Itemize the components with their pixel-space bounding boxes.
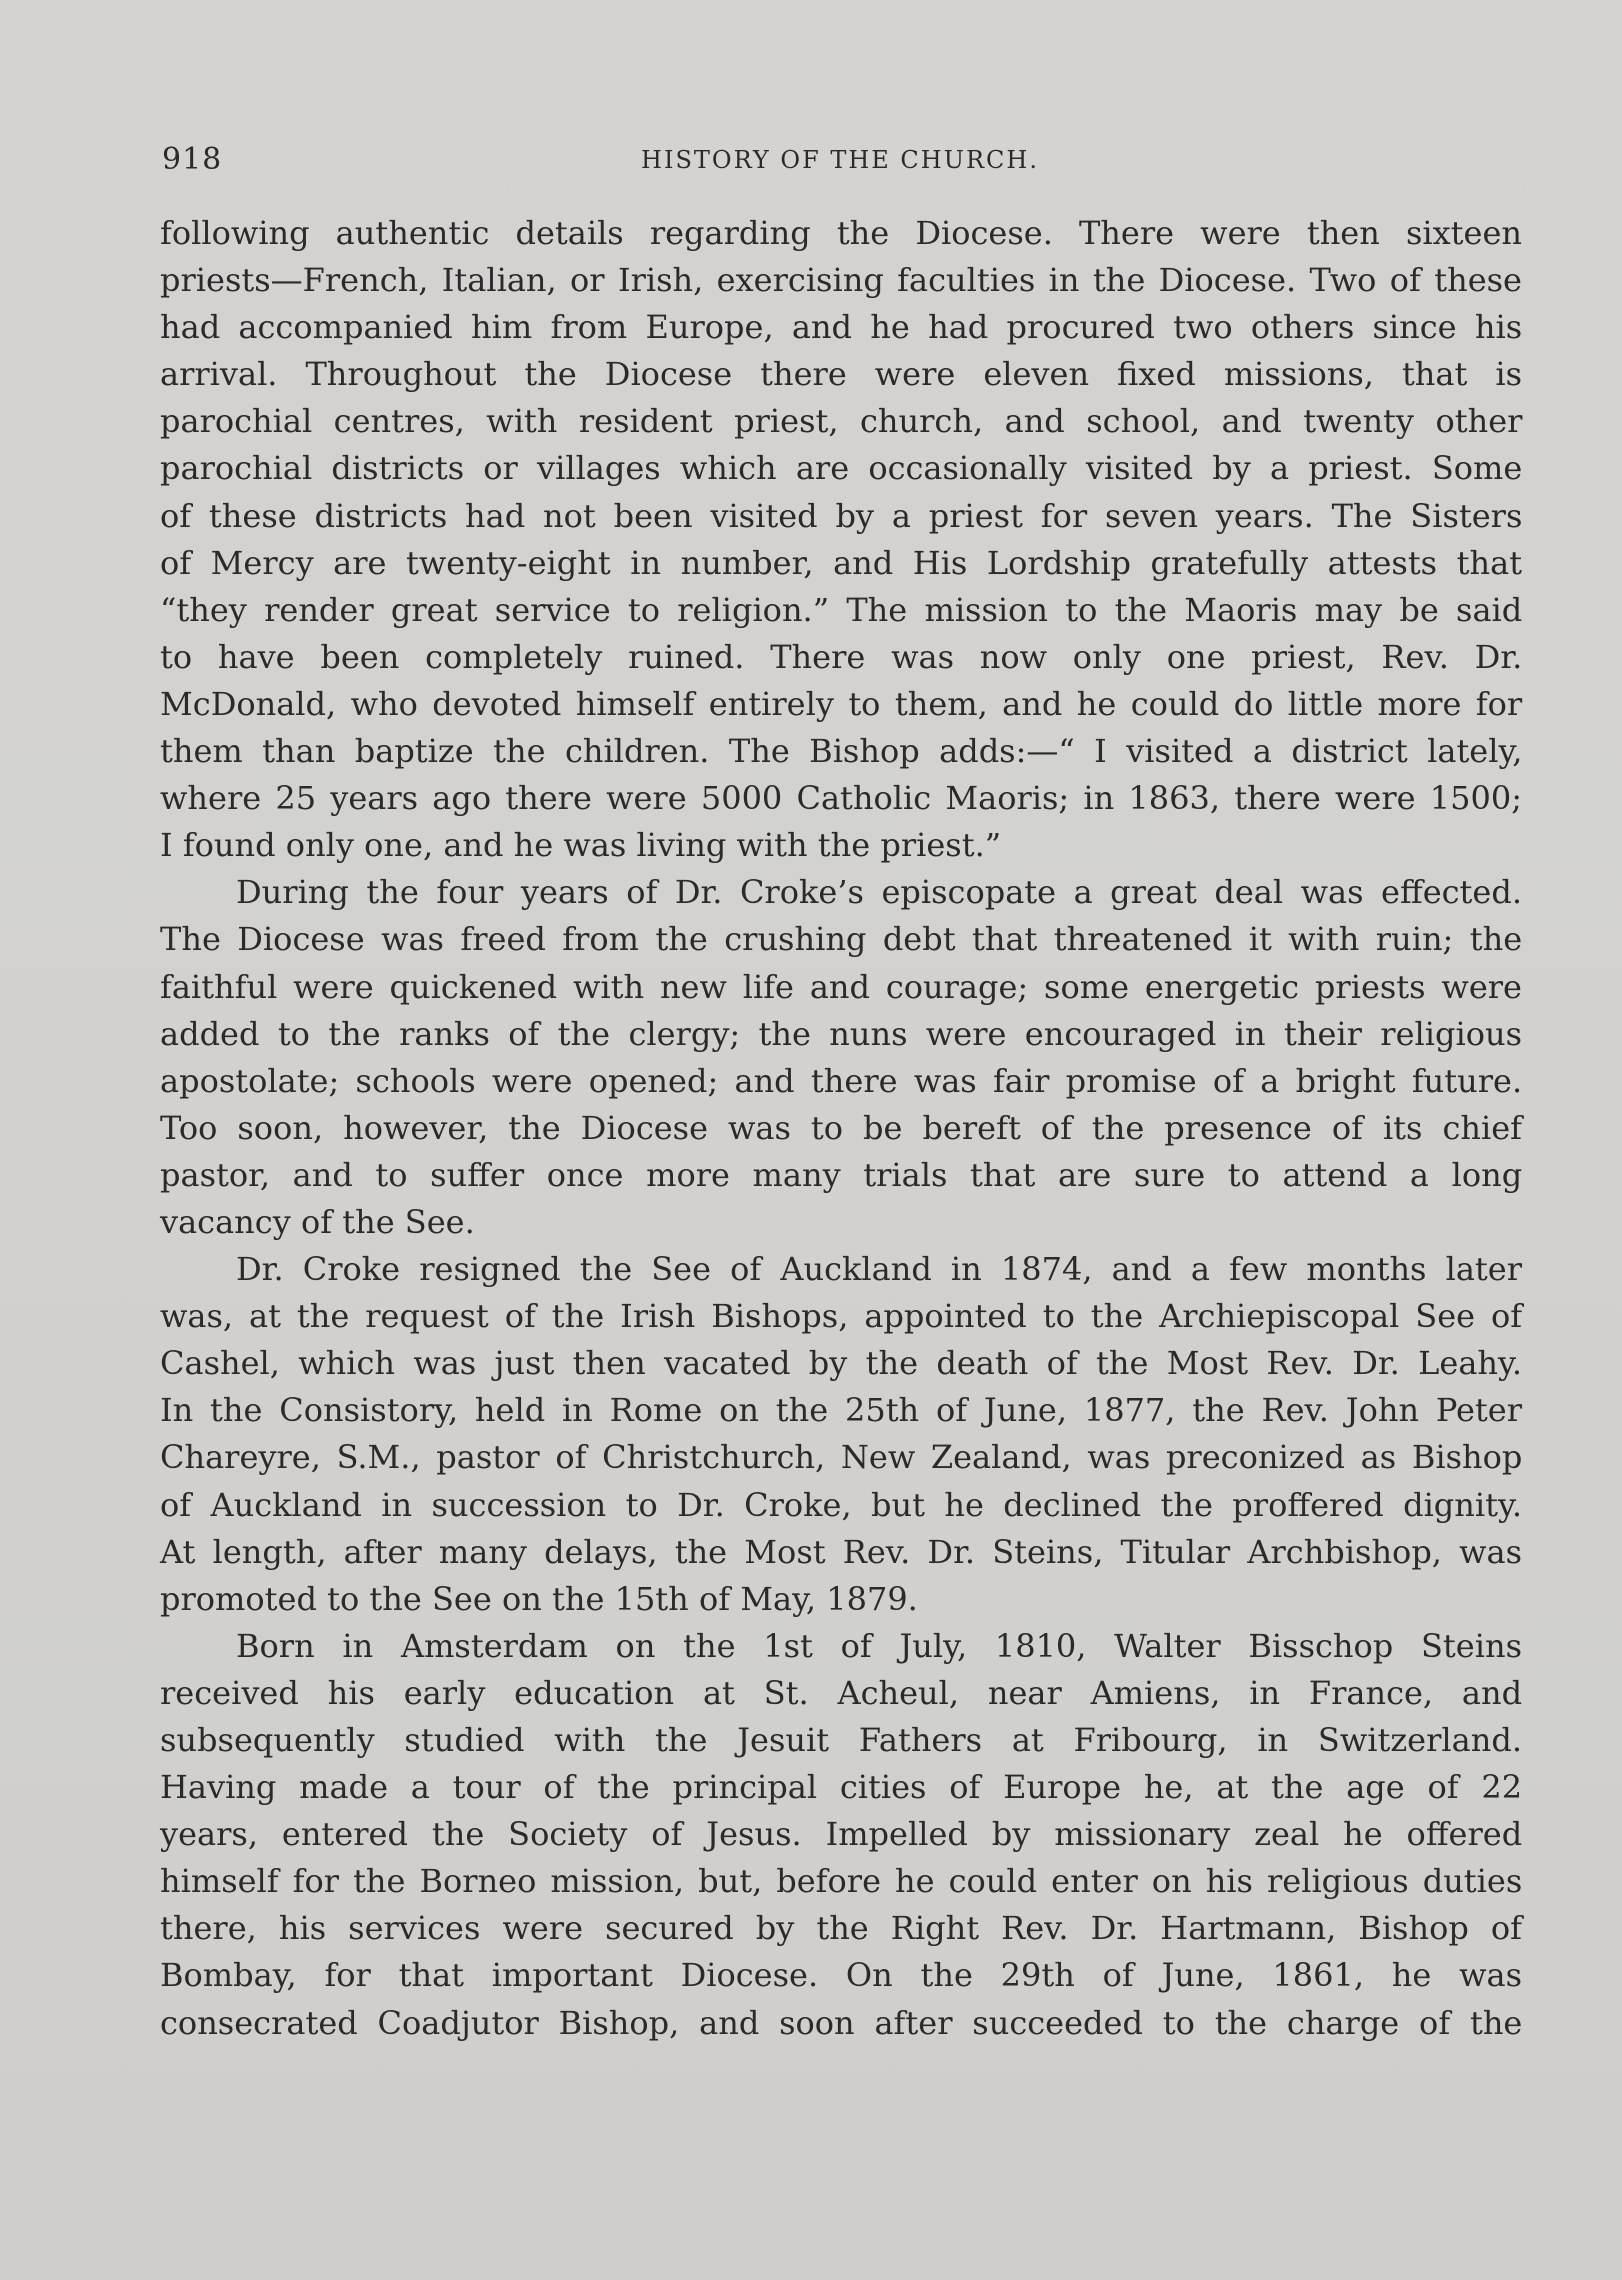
text-line: was, at the request of the Irish Bishops, appointed to the Archiepiscopal See of <box>160 1297 1523 1336</box>
text-line: The Diocese was freed from the crushing debt that threatened it with ruin; the <box>160 920 1523 959</box>
text-line: parochial districts or villages which are occasionally visited by a priest. Some <box>160 449 1523 488</box>
text-line: subsequently studied with the Jesuit Fathers at Fribourg, in Switzerland. <box>160 1721 1522 1759</box>
text-line: Bombay, for that important Diocese. On the 29th of June, 1861, he was <box>160 1956 1522 1995</box>
text-line: Dr. Croke resigned the See of Auckland in 1874, and a few months later <box>236 1250 1522 1289</box>
paragraph-2 <box>160 869 1522 1246</box>
text-line: arrival. Throughout the Diocese there were eleven fixed missions, that is <box>160 355 1522 394</box>
text-line: McDonald, who devoted himself entirely to them, and he could do little more for <box>160 684 1523 723</box>
text-line: “they render great service to religion.” The mission to the Maoris may be said <box>160 590 1523 629</box>
text-line: promoted to the See on the 15th of May, 1879. <box>160 1579 918 1618</box>
text-line: there, his services were secured by the Right Rev. Dr. Hartmann, Bishop of <box>160 1909 1522 1948</box>
text-line: where 25 years ago there were 5000 Catholic Maoris; in 1863, there were 1500; <box>160 779 1522 818</box>
text-line: himself for the Borneo mission, but, before he could enter on his religious duties <box>160 1862 1523 1901</box>
text-line: faithful were quickened with new life and courage; some energetic priests were <box>160 967 1522 1006</box>
text-line: In the Consistory, held in Rome on the 25th of June, 1877, the Rev. John Peter <box>160 1391 1522 1430</box>
body-text <box>160 210 1522 2047</box>
text-line: consecrated Coadjutor Bishop, and soon after succeeded to the charge of the <box>160 2003 1523 2042</box>
text-line: During the four years of Dr. Croke’s episcopate a great deal was effected. <box>236 873 1522 912</box>
text-line: Having made a tour of the principal cities of Europe he, at the age of 22 <box>160 1768 1523 1807</box>
text-line: of Mercy are twenty-eight in number, and His Lordship gratefully attests that <box>160 543 1523 582</box>
paragraph-3 <box>160 1246 1522 1623</box>
text-line: to have been completely ruined. There was now only one priest, Rev. Dr. <box>160 637 1523 676</box>
paragraph-4 <box>160 1623 1522 2047</box>
text-line: of Auckland in succession to Dr. Croke, but he declined the proffered dignity. <box>160 1485 1522 1524</box>
text-line: Born in Amsterdam on the 1st of July, 1810, Walter Bisschop Steins <box>236 1626 1522 1665</box>
text-line: Too soon, however, the Diocese was to be bereft of the presence of its chief <box>160 1108 1522 1147</box>
text-line: priests—French, Italian, or Irish, exercising faculties in the Diocese. Two of these <box>160 261 1522 300</box>
running-title: HISTORY OF THE CHURCH. <box>641 146 1039 174</box>
text-line: apostolate; schools were opened; and there was fair promise of a bright future. <box>160 1061 1523 1100</box>
page-number: 918 <box>162 142 223 177</box>
text-line: vacancy of the See. <box>160 1202 475 1241</box>
text-line: received his early education at St. Acheul, near Amiens, in France, and <box>160 1673 1523 1712</box>
text-line: Cashel, which was just then vacated by the death of the Most Rev. Dr. Leahy. <box>160 1344 1522 1383</box>
text-line: pastor, and to suffer once more many trials that are sure to attend a long <box>160 1155 1523 1194</box>
text-line: of these districts had not been visited by a priest for seven years. The Sisters <box>160 496 1523 535</box>
text-line: I found only one, and he was living with the priest.” <box>160 826 1002 865</box>
text-line: had accompanied him from Europe, and he had procured two others since his <box>160 308 1523 347</box>
text-line: following authentic details regarding the Diocese. There were then sixteen <box>160 214 1522 252</box>
text-line: years, entered the Society of Jesus. Impelled by missionary zeal he offered <box>160 1815 1523 1854</box>
text-line: added to the ranks of the clergy; the nuns were encouraged in their religious <box>160 1014 1522 1053</box>
text-line: Chareyre, S.M., pastor of Christchurch, New Zealand, was preconized as Bishop <box>160 1438 1523 1477</box>
paragraph-1 <box>160 210 1522 869</box>
text-line: parochial centres, with resident priest, church, and school, and twenty other <box>160 402 1523 441</box>
text-line: them than baptize the children. The Bishop adds:—“ I visited a district lately, <box>160 732 1523 771</box>
text-line: At length, after many delays, the Most Rev. Dr. Steins, Titular Archbishop, was <box>160 1532 1523 1571</box>
running-head <box>160 142 1520 182</box>
